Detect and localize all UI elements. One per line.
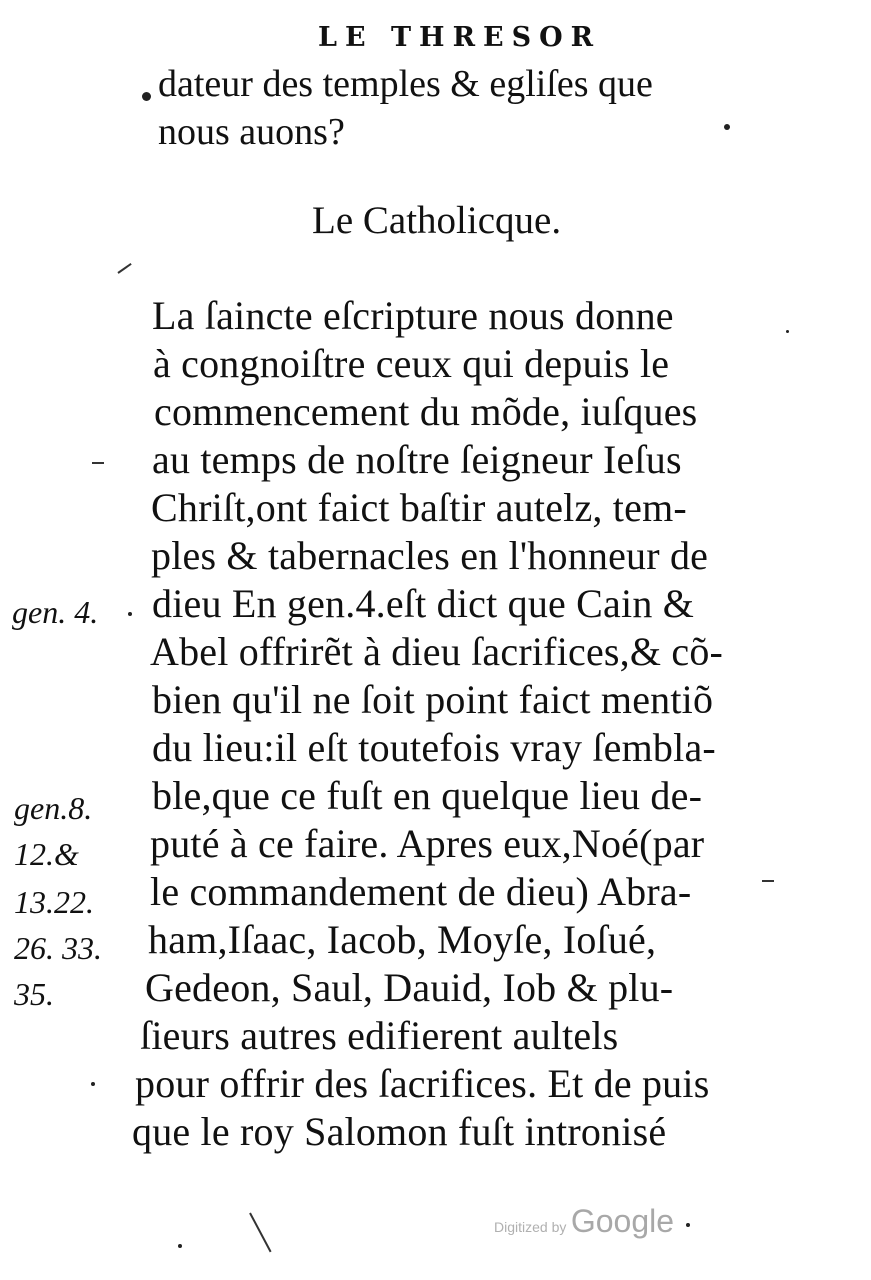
ink-speck bbox=[686, 1223, 690, 1227]
body-line: ſieurs autres edifierent aultels bbox=[140, 1013, 619, 1058]
ink-speck bbox=[128, 612, 132, 616]
google-logo: Google bbox=[570, 1203, 675, 1239]
ink-speck bbox=[178, 1244, 182, 1248]
body-line: dieu En gen.4.eſt dict que Cain & bbox=[152, 581, 695, 626]
ink-stroke bbox=[762, 880, 774, 882]
margin-note: 35. bbox=[14, 976, 54, 1012]
body-line: bien qu'il ne ſoit point faict mentiõ bbox=[152, 677, 714, 722]
watermark-prefix: Digitized by bbox=[494, 1219, 567, 1235]
body-line: pour offrir des ſacrifices. Et de puis bbox=[135, 1061, 710, 1106]
continuation-line-2: nous auons? bbox=[158, 111, 345, 153]
ink-speck bbox=[724, 124, 730, 130]
body-line: ble,que ce fuſt en quelque lieu de- bbox=[152, 773, 703, 818]
body-line: à congnoiſtre ceux qui depuis le bbox=[153, 341, 670, 386]
body-line: ples & tabernacles en l'honneur de bbox=[151, 533, 709, 578]
body-line: au temps de noſtre ſeigneur Ieſus bbox=[152, 437, 682, 482]
body-line: du lieu:il eſt toutefois vray ſembla- bbox=[152, 725, 716, 770]
body-line: puté à ce faire. Apres eux,Noé(par bbox=[150, 821, 705, 866]
body-line: le commandement de dieu) Abra- bbox=[150, 869, 692, 914]
margin-note: gen.8. bbox=[14, 790, 93, 826]
continuation-line-1: dateur des temples & egliſes que bbox=[158, 63, 653, 105]
body-line: ham,Iſaac, Iacob, Moyſe, Ioſué, bbox=[148, 917, 657, 962]
body-line: Chriſt,ont faict baſtir autelz, tem- bbox=[151, 485, 687, 530]
body-line: que le roy Salomon fuſt intronisé bbox=[132, 1109, 667, 1154]
ink-speck bbox=[786, 330, 789, 333]
section-heading: Le Catholicque. bbox=[312, 199, 562, 242]
margin-note: 13.22. bbox=[14, 884, 94, 920]
running-head: LE THRESOR bbox=[318, 22, 602, 53]
body-line: Gedeon, Saul, Dauid, Iob & plu- bbox=[145, 965, 674, 1010]
body-line: Abel offrirẽt à dieu ſacrifices,& cõ- bbox=[150, 629, 724, 674]
ink-stroke bbox=[117, 263, 131, 274]
ink-speck bbox=[91, 1082, 95, 1086]
body-line: La ſaincte eſcripture nous donne bbox=[152, 293, 674, 338]
ink-stroke bbox=[249, 1213, 271, 1253]
margin-note: 12.& bbox=[14, 836, 79, 872]
body-line: commencement du mõde, iuſques bbox=[154, 389, 698, 434]
digitized-by-google-watermark bbox=[494, 1203, 674, 1240]
ink-stroke bbox=[92, 462, 104, 464]
margin-note: gen. 4. bbox=[12, 594, 99, 630]
ink-speck bbox=[142, 92, 151, 101]
margin-note: 26. 33. bbox=[14, 930, 102, 966]
